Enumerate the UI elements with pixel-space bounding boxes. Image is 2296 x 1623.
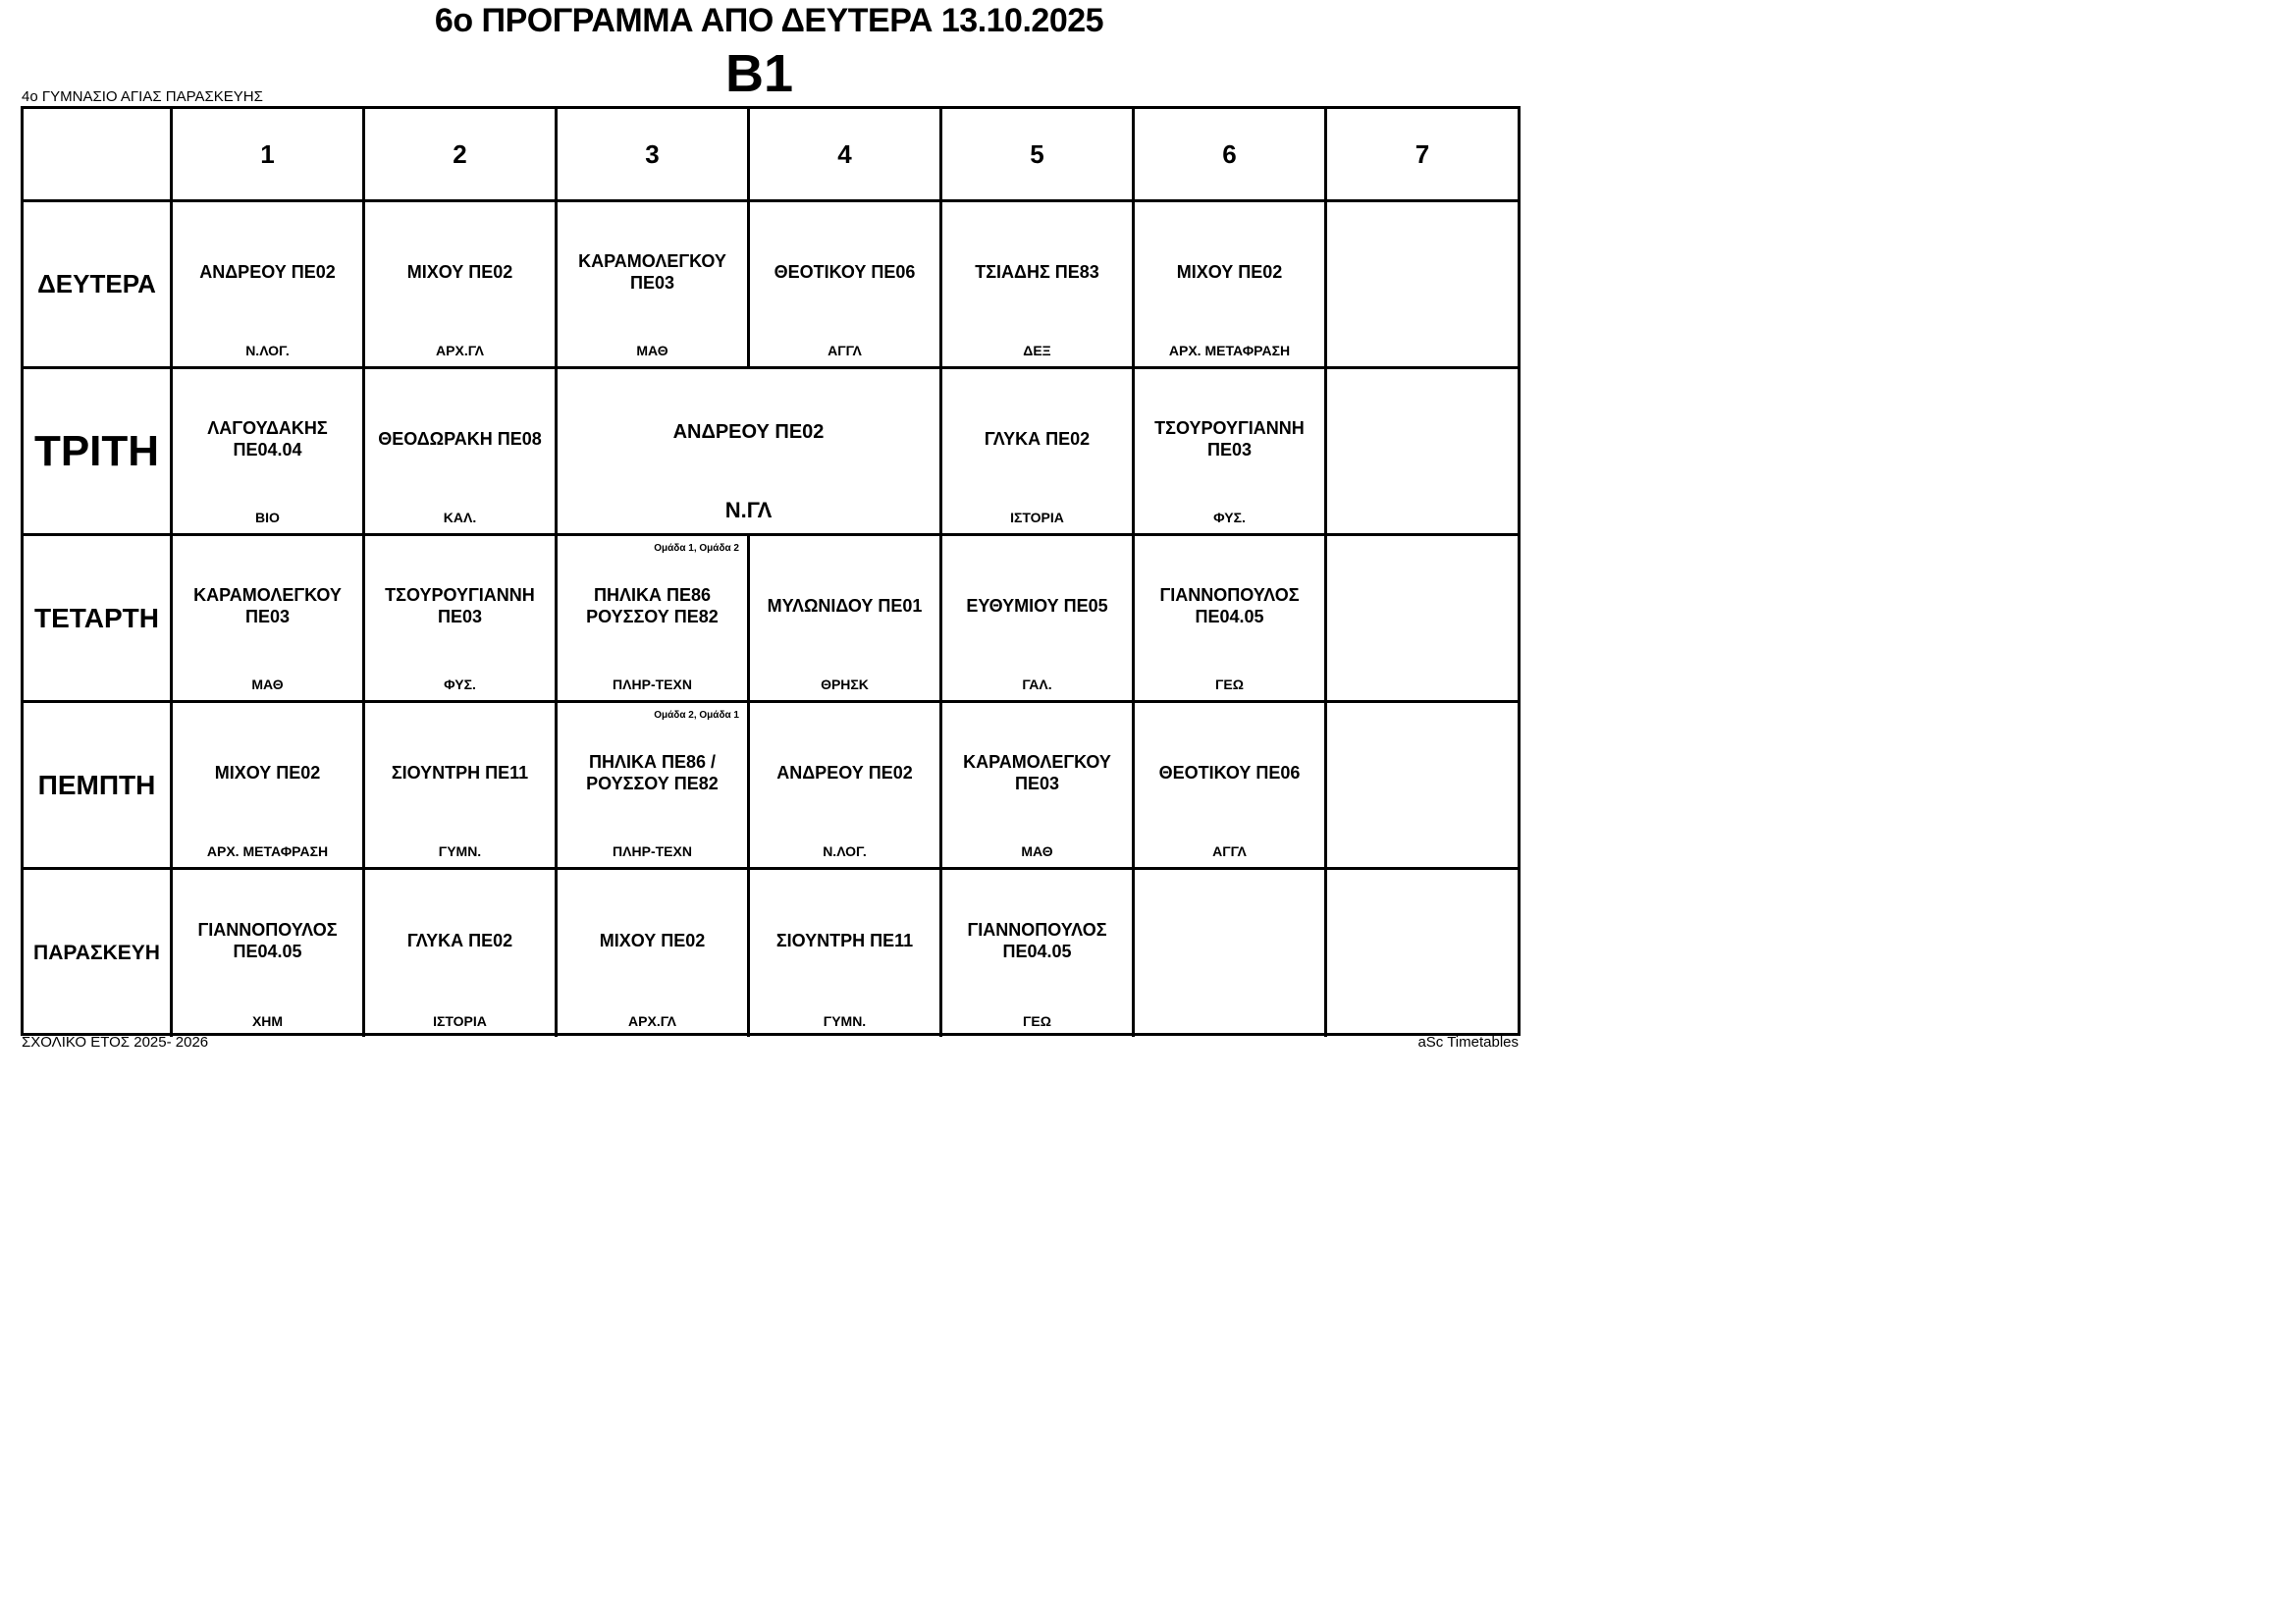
day-label: ΠΕΜΠΤΗ — [24, 703, 173, 870]
empty-cell — [1327, 202, 1518, 369]
corner-cell — [24, 109, 173, 202]
lesson-cell — [173, 202, 365, 369]
lesson-subject: ΓΥΜΝ. — [438, 843, 482, 859]
lesson-subject: Ν.ΛΟΓ. — [823, 843, 867, 859]
lesson-cell — [365, 703, 558, 870]
lesson-subject: ΙΣΤΟΡΙΑ — [1010, 510, 1064, 525]
lesson-subject: ΑΓΓΛ — [828, 343, 862, 358]
lesson-cell — [750, 536, 942, 703]
lesson-teacher: ΓΙΑΝΝΟΠΟΥΛΟΣ ΠΕ04.05 — [197, 920, 338, 961]
lesson-subject: ΧΗΜ — [251, 1013, 284, 1029]
empty-cell — [1327, 703, 1518, 870]
lesson-teacher: ΑΝΔΡΕΟΥ ΠΕ02 — [199, 261, 336, 282]
lesson-subject: ΠΛΗΡ-ΤΕΧΝ — [613, 843, 692, 859]
lesson-subject: ΓΥΜΝ. — [823, 1013, 867, 1029]
lesson-cell — [750, 703, 942, 870]
lesson-cell — [942, 703, 1135, 870]
lesson-subject: ΒΙΟ — [255, 510, 280, 525]
lesson-teacher: ΠΗΛΙΚΑ ΠΕ86 / ΡΟΥΣΣΟΥ ΠΕ82 — [586, 751, 719, 793]
lesson-cell — [173, 703, 365, 870]
lesson-subject: Ν.ΛΟΓ. — [245, 343, 290, 358]
lesson-cell — [1135, 202, 1327, 369]
lesson-subject: ΔΕΞ — [1023, 343, 1051, 358]
lesson-subject: ΦΥΣ. — [1213, 510, 1246, 525]
lesson-cell — [942, 369, 1135, 536]
lesson-cell — [1135, 536, 1327, 703]
lesson-teacher: ΜΙΧΟΥ ΠΕ02 — [214, 762, 321, 783]
lesson-cell — [365, 536, 558, 703]
lesson-subject: ΜΑΘ — [251, 676, 284, 692]
lesson-teacher: ΑΝΔΡΕΟΥ ΠΕ02 — [672, 420, 825, 443]
lesson-teacher: ΤΣΟΥΡΟΥΓΙΑΝΝΗ ΠΕ03 — [385, 584, 535, 626]
lesson-teacher: ΚΑΡΑΜΟΛΕΓΚΟΥ ΠΕ03 — [578, 250, 726, 293]
lesson-cell — [173, 870, 365, 1037]
lesson-cell — [750, 870, 942, 1037]
period-header: 6 — [1135, 109, 1327, 202]
lesson-teacher: ΤΣΙΑΔΗΣ ΠΕ83 — [975, 261, 1099, 282]
lesson-teacher: ΛΑΓΟΥΔΑΚΗΣ ΠΕ04.04 — [207, 417, 328, 460]
lesson-cell — [558, 536, 750, 703]
lesson-subject: ΠΛΗΡ-ΤΕΧΝ — [613, 676, 692, 692]
period-header: 5 — [942, 109, 1135, 202]
lesson-teacher: ΘΕΟΤΙΚΟΥ ΠΕ06 — [774, 261, 916, 282]
lesson-subject: ΘΡΗΣΚ — [821, 676, 869, 692]
lesson-teacher: ΘΕΟΤΙΚΟΥ ΠΕ06 — [1158, 762, 1301, 783]
lesson-teacher: ΜΙΧΟΥ ΠΕ02 — [1176, 261, 1283, 282]
lesson-teacher: ΓΙΑΝΝΟΠΟΥΛΟΣ ΠΕ04.05 — [1159, 584, 1300, 626]
empty-cell — [1135, 870, 1327, 1037]
day-label: ΤΡΙΤΗ — [24, 369, 173, 536]
day-label: ΤΕΤΑΡΤΗ — [24, 536, 173, 703]
period-header: 2 — [365, 109, 558, 202]
period-header: 3 — [558, 109, 750, 202]
empty-cell — [1327, 369, 1518, 536]
group-label: Ομάδα 2, Ομάδα 1 — [654, 710, 739, 721]
lesson-cell — [173, 369, 365, 536]
lesson-subject: ΓΕΩ — [1215, 676, 1244, 692]
lesson-teacher: ΓΙΑΝΝΟΠΟΥΛΟΣ ΠΕ04.05 — [967, 920, 1107, 961]
lesson-cell — [750, 202, 942, 369]
lesson-subject: Ν.ΓΛ — [724, 498, 773, 522]
lesson-cell — [558, 202, 750, 369]
lesson-subject: ΙΣΤΟΡΙΑ — [433, 1013, 487, 1029]
lesson-teacher: ΜΙΧΟΥ ΠΕ02 — [406, 261, 513, 282]
lesson-cell — [942, 870, 1135, 1037]
lesson-cell — [942, 536, 1135, 703]
lesson-subject: ΑΡΧ.ΓΛ — [628, 1013, 676, 1029]
lesson-subject: ΓΑΛ. — [1022, 676, 1052, 692]
lesson-cell — [1135, 703, 1327, 870]
timetable-title: 6ο ΠΡΟΓΡΑΜΜΑ ΑΠΟ ΔΕΥΤΕΡΑ 13.10.2025 — [434, 2, 1104, 39]
lesson-teacher: ΣΙΟΥΝΤΡΗ ΠΕ11 — [391, 762, 529, 783]
day-label: ΠΑΡΑΣΚΕΥΗ — [24, 870, 173, 1037]
school-name: 4ο ΓΥΜΝΑΣΙΟ ΑΓΙΑΣ ΠΑΡΑΣΚΕΥΗΣ — [22, 88, 263, 105]
lesson-teacher: ΜΥΛΩΝΙΔΟΥ ΠΕ01 — [767, 595, 923, 616]
period-header: 7 — [1327, 109, 1518, 202]
lesson-subject: ΑΓΓΛ — [1212, 843, 1247, 859]
period-header: 4 — [750, 109, 942, 202]
lesson-teacher: ΓΛΥΚΑ ΠΕ02 — [406, 931, 513, 950]
lesson-subject: ΑΡΧ.ΓΛ — [436, 343, 484, 358]
lesson-cell — [1135, 369, 1327, 536]
empty-cell — [1327, 870, 1518, 1037]
lesson-cell — [365, 369, 558, 536]
lesson-cell — [173, 536, 365, 703]
group-label: Ομάδα 1, Ομάδα 2 — [654, 543, 739, 554]
lesson-teacher: ΚΑΡΑΜΟΛΕΓΚΟΥ ΠΕ03 — [193, 584, 342, 626]
timetable-grid — [21, 106, 1521, 1036]
lesson-subject: ΓΕΩ — [1023, 1013, 1051, 1029]
lesson-cell — [942, 202, 1135, 369]
lesson-subject: ΚΑΛ. — [443, 510, 477, 525]
class-name: Β1 — [724, 44, 794, 103]
double-lesson-cell — [558, 369, 942, 536]
lesson-subject: ΜΑΘ — [1021, 843, 1053, 859]
lesson-teacher: ΚΑΡΑΜΟΛΕΓΚΟΥ ΠΕ03 — [963, 751, 1111, 793]
lesson-teacher: ΕΥΘΥΜΙΟΥ ΠΕ05 — [966, 595, 1108, 616]
lesson-teacher: ΜΙΧΟΥ ΠΕ02 — [599, 931, 706, 950]
lesson-subject: ΑΡΧ. ΜΕΤΑΦΡΑΣΗ — [1168, 343, 1291, 358]
lesson-subject: ΦΥΣ. — [444, 676, 476, 692]
lesson-teacher: ΘΕΟΔΩΡΑΚΗ ΠΕ08 — [378, 428, 542, 449]
lesson-cell — [365, 202, 558, 369]
day-label: ΔΕΥΤΕΡΑ — [24, 202, 173, 369]
school-year: ΣΧΟΛΙΚΟ ΕΤΟΣ 2025- 2026 — [22, 1034, 209, 1051]
period-header: 1 — [173, 109, 365, 202]
lesson-subject: ΑΡΧ. ΜΕΤΑΦΡΑΣΗ — [206, 843, 329, 859]
generator-credit: aSc Timetables — [1417, 1034, 1519, 1051]
lesson-teacher: ΓΛΥΚΑ ΠΕ02 — [984, 428, 1091, 449]
lesson-cell — [558, 703, 750, 870]
lesson-teacher: ΑΝΔΡΕΟΥ ΠΕ02 — [776, 762, 913, 783]
empty-cell — [1327, 536, 1518, 703]
lesson-teacher: ΤΣΟΥΡΟΥΓΙΑΝΝΗ ΠΕ03 — [1154, 417, 1305, 460]
lesson-teacher: ΠΗΛΙΚΑ ΠΕ86 ΡΟΥΣΣΟΥ ΠΕ82 — [586, 584, 719, 626]
lesson-teacher: ΣΙΟΥΝΤΡΗ ΠΕ11 — [775, 931, 914, 950]
lesson-cell — [558, 870, 750, 1037]
lesson-cell — [365, 870, 558, 1037]
lesson-subject: ΜΑΘ — [636, 343, 668, 358]
